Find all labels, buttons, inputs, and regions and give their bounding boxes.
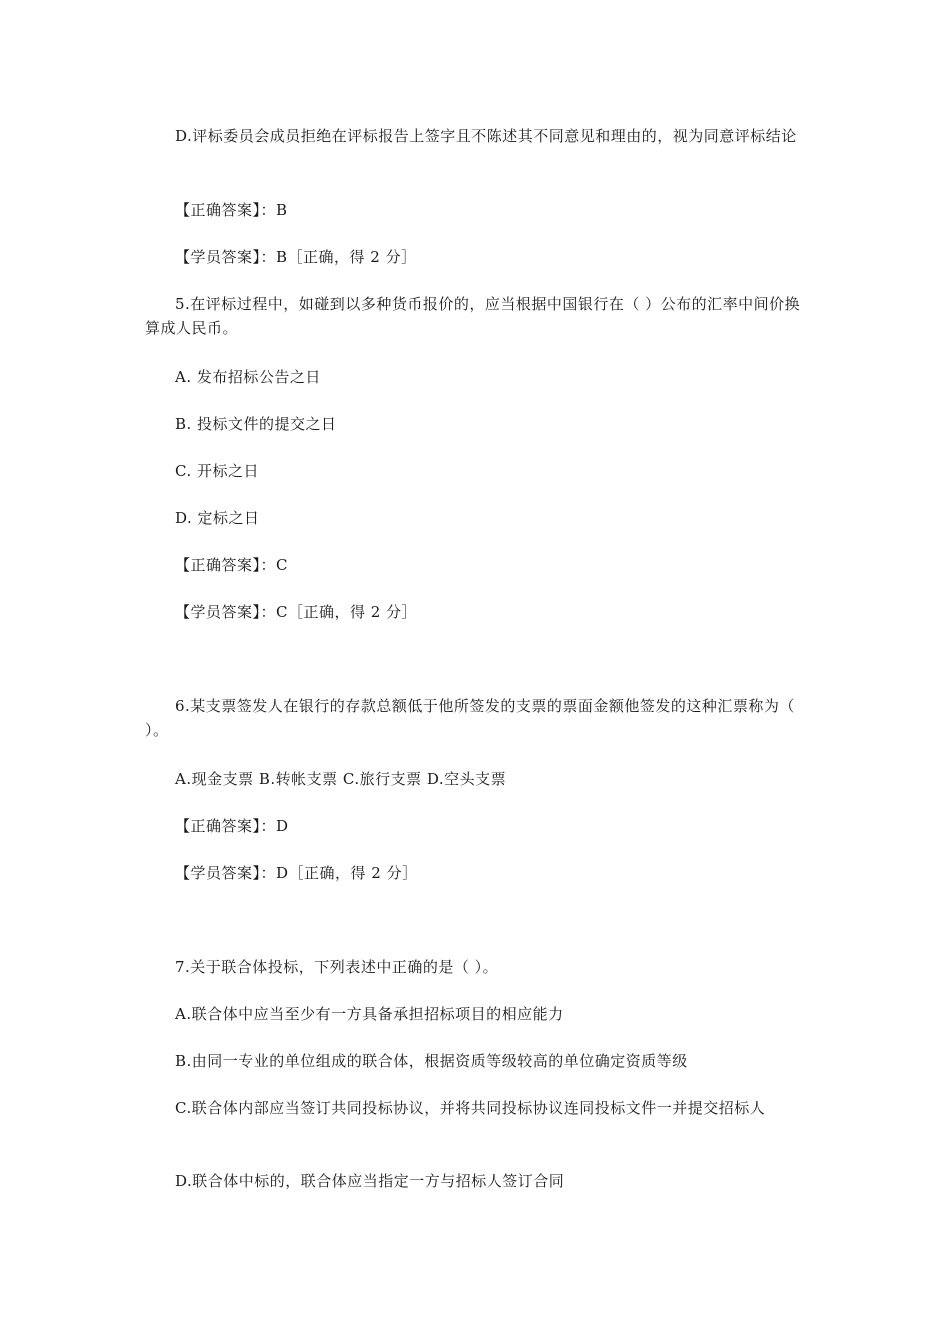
- q5-option-c: C. 开标之日: [175, 462, 259, 480]
- q4-option-d: D.评标委员会成员拒绝在评标报告上签字且不陈述其不同意见和理由的，视为同意评标结论: [175, 127, 797, 145]
- q7-option-b: B.由同一专业的单位组成的联合体，根据资质等级较高的单位确定资质等级: [175, 1052, 688, 1070]
- q5-question: 5.在评标过程中，如碰到以多种货币报价的，应当根据中国银行在（ ）公布的汇率中间价换算成人民币。: [145, 295, 801, 337]
- q4-correct-answer: 【正确答案】：B: [175, 201, 288, 219]
- q5-correct-answer: 【正确答案】：C: [175, 556, 288, 574]
- q5-option-d: D. 定标之日: [175, 509, 260, 527]
- q7-option-c: C.联合体内部应当签订共同投标协议，并将共同投标协议连同投标文件一并提交招标人: [175, 1099, 766, 1117]
- q6-correct-answer: 【正确答案】：D: [175, 817, 289, 835]
- q6-options: A.现金支票 B.转帐支票 C.旅行支票 D.空头支票: [175, 770, 507, 788]
- q4-student-answer: 【学员答案】：B［正确，得 2 分］: [175, 248, 417, 266]
- q7-option-a: A.联合体中应当至少有一方具备承担招标项目的相应能力: [175, 1005, 564, 1023]
- q5-student-answer: 【学员答案】：C［正确，得 2 分］: [175, 603, 418, 621]
- q5-option-a: A. 发布招标公告之日: [175, 368, 321, 386]
- q7-option-d: D.联合体中标的，联合体应当指定一方与招标人签订合同: [175, 1172, 565, 1190]
- q5-option-b: B. 投标文件的提交之日: [175, 415, 337, 433]
- q6-question: 6.某支票签发人在银行的存款总额低于他所签发的支票的票面金额他签发的这种汇票称为（ ）。: [145, 697, 795, 739]
- q6-student-answer: 【学员答案】：D［正确，得 2 分］: [175, 864, 418, 882]
- q7-question: 7.关于联合体投标，下列表述中正确的是（ ）。: [175, 958, 499, 976]
